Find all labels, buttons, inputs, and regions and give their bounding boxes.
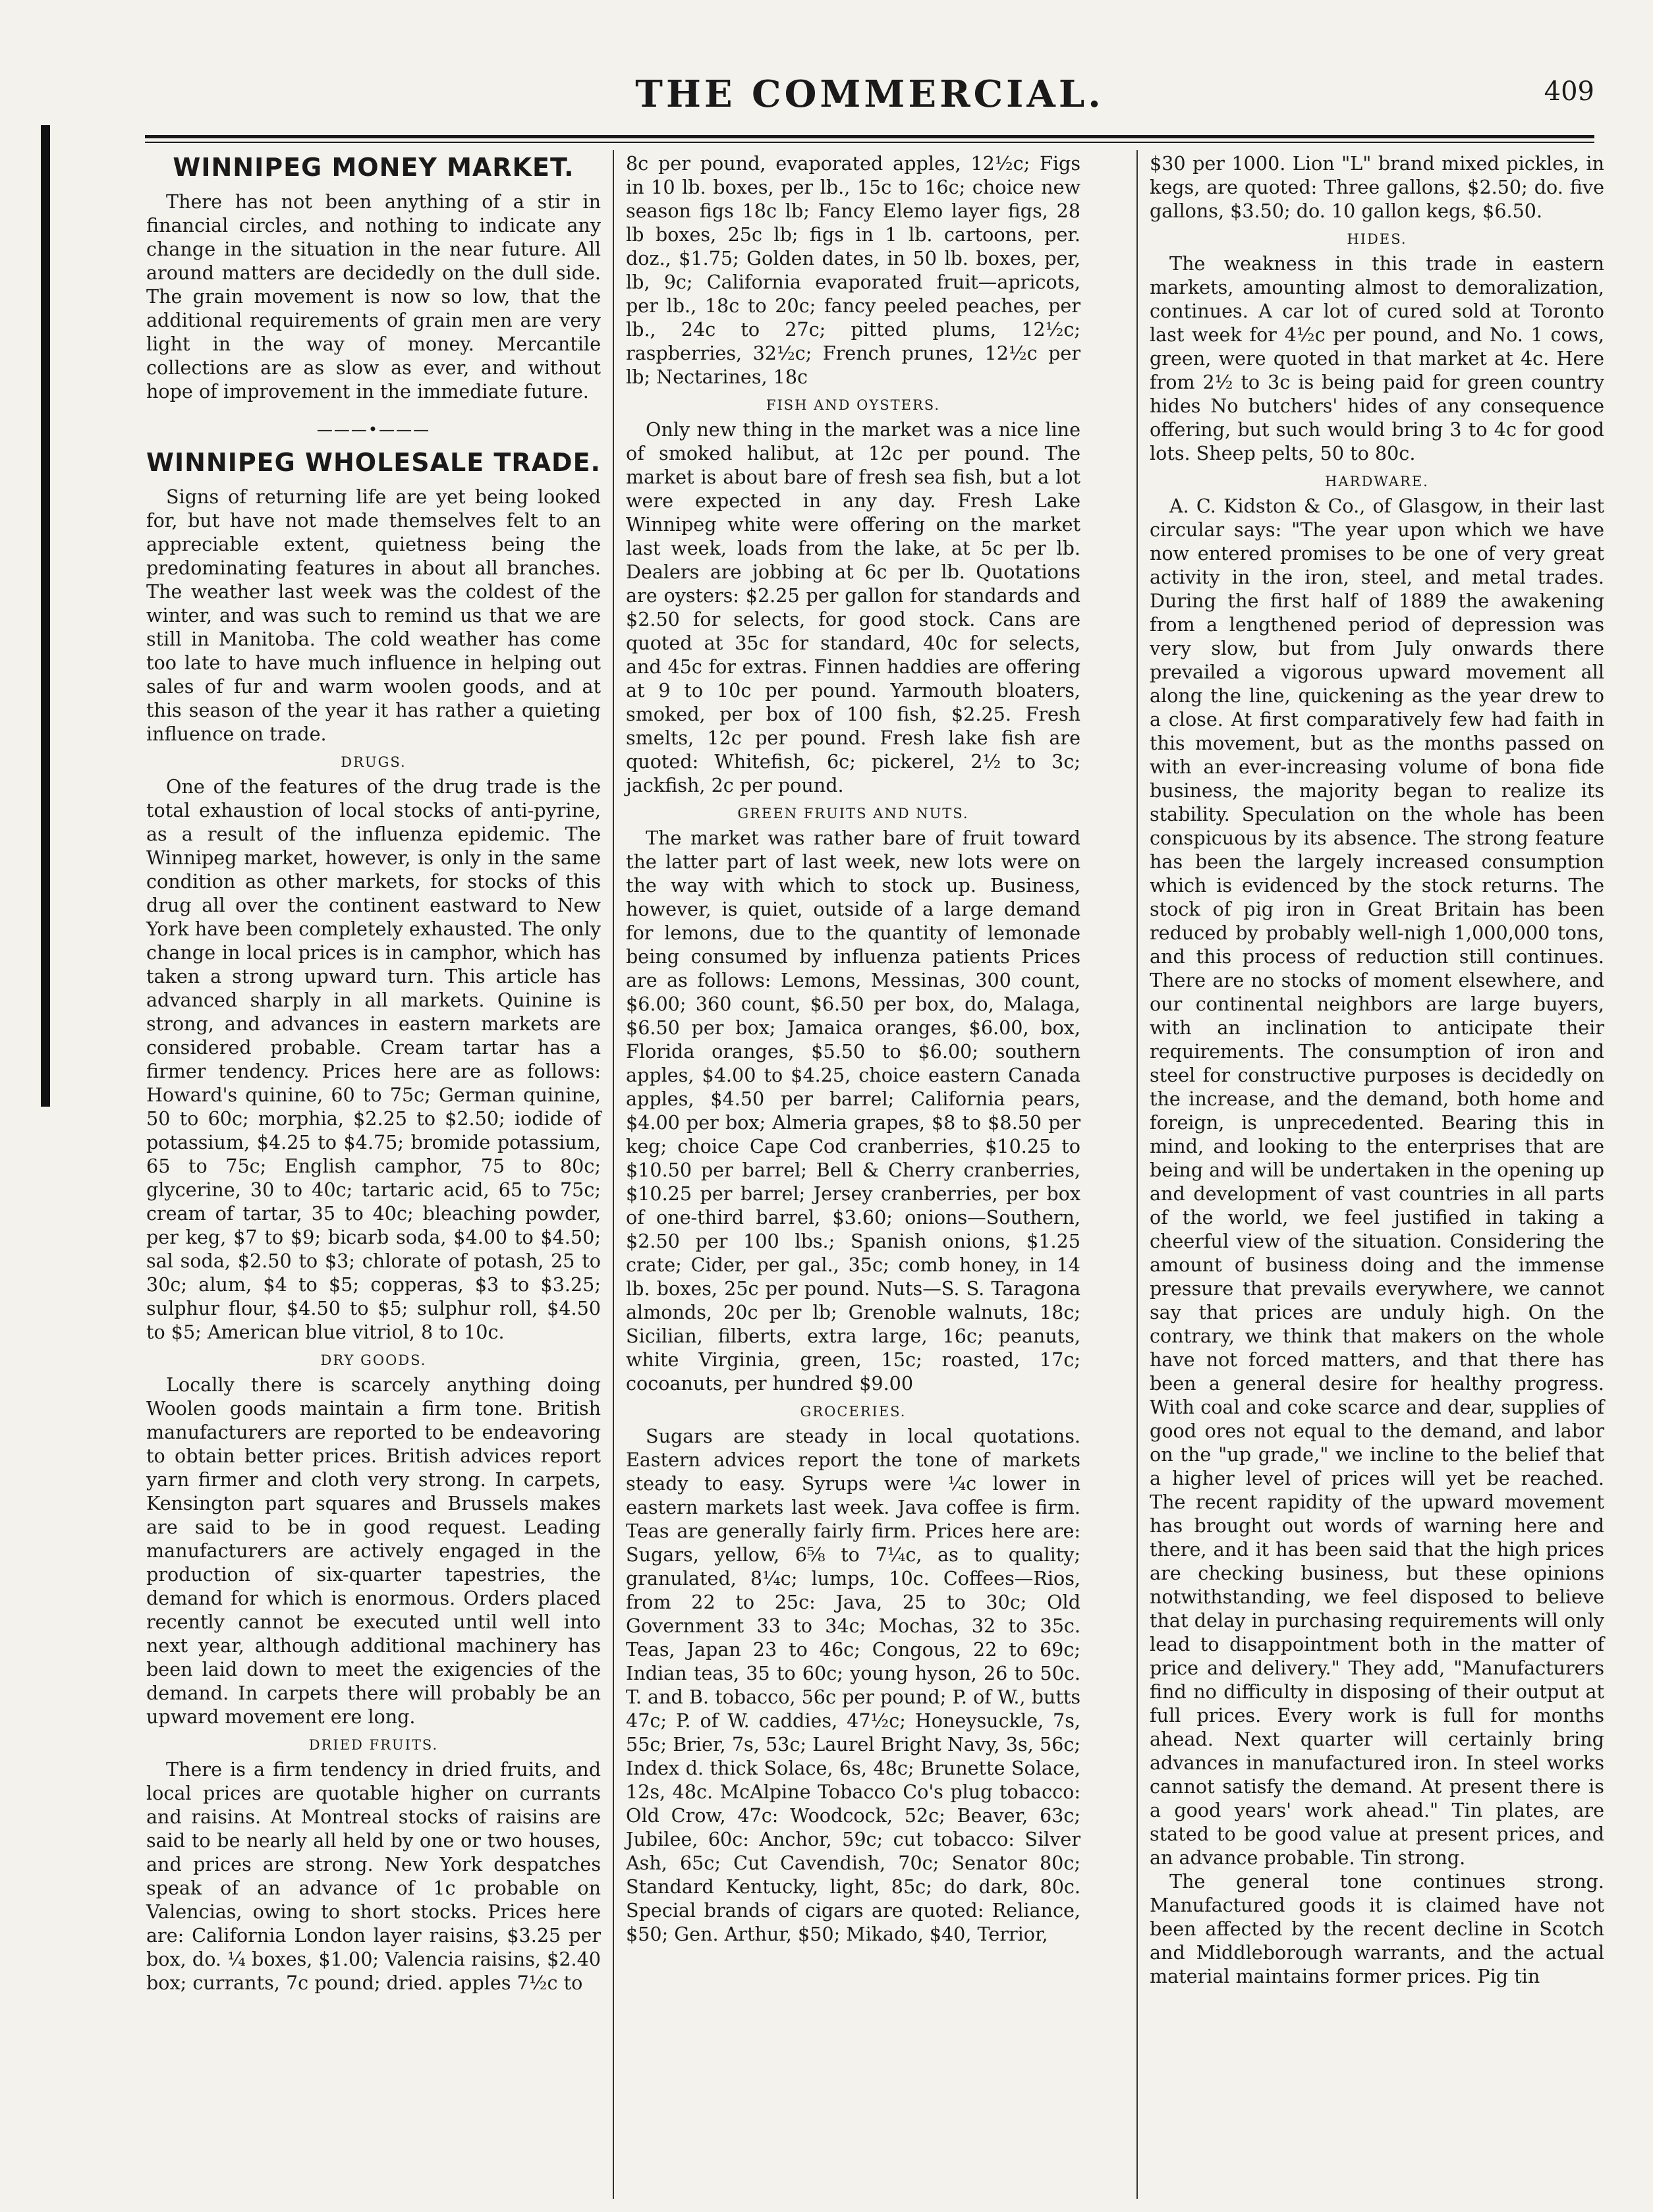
fish-body: Only new thing in the market was a nice line of smoked halibut, at 12c per pound. The market is about bare of fresh sea fish, but a lot were expected in any day. Fresh Lake Winnipeg white were offering on the market last week, loads from the lake, at 5c per lb. Dealers are jobbing at 6c per lb. Quotations are oysters: $2.25 per gallon for standards and $2.50 for selects, for good stock. Cans are quoted at 35c for standard, 40c for selects, and 45c for extras. Finnen haddies are offering at 9 to 10c per pound. Yarmouth bloaters, smoked, per box of 100 fish, $2.25. Fresh smelts, 12c per pound. Fresh lake fish are quoted: Whitefish, 6c; pickerel, 2½ to 3c; jackfish, 2c per pound.: [626, 418, 1080, 796]
drugs-heading: DRUGS.: [341, 754, 406, 770]
column-3: [1150, 152, 1604, 1988]
header-rule-thin: [145, 142, 1594, 143]
dried-fruits-body: There is a firm tendency in dried fruits, and local prices are quotable higher on currants and raisins. At Montreal stocks of raisins are said to be nearly all held by one or two houses, and prices are strong. New York despatches speak of an advance of 1c probable on Valencias, owing to short stocks. Prices here are: California London layer raisins, $3.25 per box, do. ¼ boxes, $1.00; Valencia raisins, $2.40 box; currants, 7c pound; dried. apples 7½c to: [146, 1758, 601, 1994]
column-1: [146, 152, 601, 1995]
masthead: THE COMMERCIAL.: [635, 72, 1104, 116]
drugs-body: One of the features of the drug trade is the total exhaustion of local stocks of anti-pyrine, as a result of the influenza epidemic. The Winnipeg market, however, is only in the same condition as other markets, for stocks of this drug all over the continent eastward to New York have been completely exhausted. The only change in local prices is in camphor, which has taken a strong upward turn. This article has advanced sharply in all markets. Quinine is strong, and advances in eastern markets are considered probable. Cream tartar has a firmer tendency. Prices here are as follows: Howard's quinine, 60 to 75c; German quinine, 50 to 60c; morphia, $2.25 to $2.50; iodide of potassium, $4.25 to $4.75; bromide potassium, 65 to 75c; English camphor, 75 to 80c; glycerine, 30 to 40c; tartaric acid, 65 to 75c; cream of tartar, 35 to 40c; bleaching powder, per keg, $7 to $9; bicarb soda, $4.00 to $4.50; sal soda, $2.50 to $3; chlorate of potash, 25 to 30c; alum, $4 to $5; copperas, $3 to $3.25; sulphur flour, $4.50 to $5; sulphur roll, $4.50 to $5; American blue vitriol, 8 to 10c.: [146, 775, 601, 1343]
hides-body: The weakness in this trade in eastern markets, amounting almost to demoralization, continues. A car lot of cured sold at Toronto last week for 4½c per pound, and No. 1 cows, green, were quoted in that market at 4c. Here from 2½ to 3c is being paid for green country hides No butchers' hides of any consequence offering, but such would bring 3 to 4c for good lots. Sheep pelts, 50 to 80c.: [1150, 252, 1604, 464]
dried-fruits-heading: DRIED FRUITS.: [308, 1737, 439, 1753]
groceries-continued: $30 per 1000. Lion "L" brand mixed pickles, in kegs, are quoted: Three gallons, $2.50; do. five gallons, $3.50; do. 10 gallon kegs, $6.50.: [1150, 152, 1604, 222]
groceries-body: Sugars are steady in local quotations. Eastern advices report the tone of markets steady to easy. Syrups were ¼c lower in eastern markets last week. Java coffee is firm. Teas are generally fairly firm. Prices here are: Sugars, yellow, 6⅝ to 7¼c, as to quality; granulated, 8¼c; lumps, 10c. Coffees—Rios, from 22 to 25c: Java, 25 to 30c; Old Government 33 to 34c; Mochas, 32 to 35c. Teas, Japan 23 to 46c; Congous, 22 to 69c; Indian teas, 35 to 60c; young hyson, 26 to 50c. T. and B. tobacco, 56c per pound; P. of W., butts 47c; P. of W. caddies, 47½c; Honeysuckle, 7s, 55c; Brier, 7s, 53c; Laurel Bright Navy, 3s, 56c; Index d. thick Solace, 6s, 48c; Brunette Solace, 12s, 48c. McAlpine Tobacco Co's plug tobacco: Old Crow, 47c: Woodcock, 52c; Beaver, 63c; Jubilee, 60c: Anchor, 59c; cut tobacco: Silver Ash, 65c; Cut Cavendish, 70c; Senator 80c; Standard Kentucky, light, 85c; do dark, 80c. Special brands of cigars are quoted: Reliance, $50; Gen. Arthur, $50; Mikado, $40, Terrior,: [626, 1425, 1080, 1945]
section-divider: ———•———: [316, 420, 431, 439]
wholesale-trade-title: WINNIPEG WHOLESALE TRADE.: [146, 448, 601, 477]
column-rule: [1136, 150, 1138, 2199]
green-fruits-body: The market was rather bare of fruit toward the latter part of last week, new lots were on the way with which to stock up. Business, however, is quiet, outside of a large demand for lemons, due to the quantity of lemonade being consumed by influenza patients Prices are as follows: Lemons, Messinas, 300 count, $6.00; 360 count, $6.50 per box, do, Malaga, $6.50 per box; Jamaica oranges, $6.00, box, Florida oranges, $5.50 to $6.00; southern apples, $4.00 to $4.25, choice eastern Canada apples, $4.50 per barrel; California pears, $4.00 per box; Almeria grapes, $8 to $8.50 per keg; choice Cape Cod cranberries, $10.25 to $10.50 per barrel; Bell & Cherry cranberries, $10.25 per barrel; Jersey cranberries, per box of one-third barrel, $3.60; onions—Southern, $2.50 per 100 lbs.; Spanish onions, $1.25 crate; Cider, per gal., 35c; comb honey, in 14 lb. boxes, 25c per pound. Nuts—S. S. Taragona almonds, 20c per lb; Grenoble walnuts, 18c; Sicilian, filberts, extra large, 16c; peanuts, white Virginia, green, 15c; roasted, 17c; cocoanuts, per hundred $9.00: [626, 827, 1080, 1395]
header-rule: [145, 135, 1594, 138]
page-number: 409: [1544, 76, 1594, 107]
money-market-title: WINNIPEG MONEY MARKET.: [173, 153, 574, 182]
wholesale-trade-intro: Signs of returning life are yet being looked for, but have not made themselves felt to an appreciable extent, quietness being the predominating features in about all branches. The weather last week was the coldest of the winter, and was such to remind us that we are still in Manitoba. The cold weather has come too late to have much influence in helping out sales of fur and warm woolen goods, and at this season of the year it has rather a quieting influence on trade.: [146, 485, 601, 745]
hardware-heading: HARDWARE.: [1325, 474, 1429, 489]
dried-fruits-continued: 8c per pound, evaporated apples, 12½c; Figs in 10 lb. boxes, per lb., 15c to 16c; choice new season figs 18c lb; Fancy Elemo layer figs, 28 lb boxes, 25c lb; figs in 1 lb. cartoons, per. doz., $1.75; Golden dates, in 50 lb. boxes, per, lb, 9c; California evaporated fruit—apricots, per lb., 18c to 20c; fancy peeled peaches, per lb., 24c to 27c; pitted plums, 12½c; raspberries, 32½c; French prunes, 12½c per lb; Nectarines, 18c: [626, 152, 1080, 388]
column-2: [626, 152, 1080, 1946]
dry-goods-heading: DRY GOODS.: [320, 1352, 427, 1368]
hardware-body: A. C. Kidston & Co., of Glasgow, in their last circular says: "The year upon which we have now entered promises to be one of very great activity in the iron, steel, and metal trades. During the first half of 1889 the awakening from a lengthened period of depression was very slow, but from July onwards there prevailed a vigorous upward movement all along the line, quickening as the year drew to a close. At first comparatively few had faith in this movement, but as the months passed on with an ever-increasing volume of bona fide business, the majority began to realize its stability. Speculation on the whole has been conspicuous by its absence. The strong feature has been the largely increased consumption which is evidenced by the stock returns. The stock of pig iron in Great Britain has been reduced by probably well-nigh 1,000,000 tons, and this process of reduction still continues. There are no stocks of moment elsewhere, and our continental neighbors are large buyers, with an inclination to anticipate their requirements. The consumption of iron and steel for constructive purposes is decidedly on the increase, and the demand, both home and foreign, is unprecedented. Bearing this in mind, and looking to the enterprises that are being and will be undertaken in the opening up and development of vast countries in all parts of the world, we feel justified in taking a cheerful view of the situation. Considering the amount of business doing and the immense pressure that prevails everywhere, we cannot say that prices are unduly high. On the contrary, we think that makers on the whole have not forced matters, and that there has been a general desire for healthy progress. With coal and coke scarce and dear, supplies of good ores not equal to the demand, and labor on the "up grade," we incline to the belief that a higher level of prices will yet be reached. The recent rapidity of the upward movement has brought out words of warning here and there, and it has been said that the high prices are checking business, but these opinions notwithstanding, we feel disposed to believe that delay in purchasing requirements will only lead to disappointment both in the matter of price and delivery." They add, "Manufacturers find no difficulty in disposing of their output at full prices. Every work is full for months ahead. Next quarter will certainly bring advances in manufactured iron. In steel works cannot satisfy the demand. At present there is a good years' work ahead." Tin plates, are stated to be good value at present prices, and an advance probable. Tin strong.: [1150, 495, 1604, 1869]
page-header: [145, 72, 1594, 125]
fish-heading: FISH AND OYSTERS.: [766, 397, 941, 413]
column-rule: [613, 150, 614, 2199]
money-market-body: There has not been anything of a stir in financial circles, and nothing to indicate any change in the situation in the near future. All around matters are decidedly on the dull side. The grain movement is now so low, that the additional requirements of grain men are very light in the way of money. Mercantile collections are as slow as ever, and without hope of improvement in the immediate future.: [146, 190, 601, 402]
green-fruits-heading: GREEN FRUITS AND NUTS.: [737, 806, 969, 821]
dry-goods-body: Locally there is scarcely anything doing Woolen goods maintain a firm tone. British manufacturers are reported to be endeavoring to obtain better prices. British advices report yarn firmer and cloth very strong. In carpets, Kensington part squares and Brussels makes are said to be in good request. Leading manufacturers are actively engaged in the production of six-quarter tapestries, the demand for which is enormous. Orders placed recently cannot be executed until well into next year, although additional machinery has been laid down to meet the exigencies of the demand. In carpets there will probably be an upward movement ere long.: [146, 1373, 601, 1728]
groceries-heading: GROCERIES.: [800, 1404, 907, 1420]
binding-shadow: [41, 125, 50, 1107]
hides-heading: HIDES.: [1347, 231, 1407, 247]
hardware-body-continued: The general tone continues strong. Manufactured goods it is claimed have not been affected by the recent decline in Scotch and Middleborough warrants, and the actual material maintains former prices. Pig tin: [1150, 1870, 1604, 1987]
